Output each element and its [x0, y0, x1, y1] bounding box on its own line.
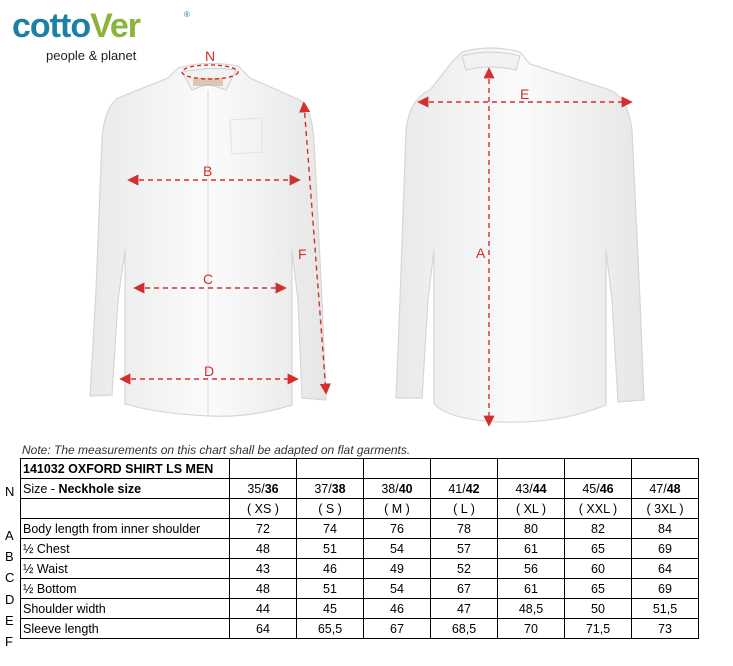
- neck-size-cell: 37/38: [297, 479, 364, 499]
- table-cell: 65,5: [297, 619, 364, 639]
- table-cell: 64: [632, 559, 699, 579]
- neck-size-cell: 47/48: [632, 479, 699, 499]
- neck-size-cell: 43/44: [498, 479, 565, 499]
- letter-size-cell: ( L ): [431, 499, 498, 519]
- row-label: ½ Bottom: [21, 579, 230, 599]
- table-cell: 71,5: [565, 619, 632, 639]
- row-letter: A: [5, 528, 14, 543]
- letter-size-row: [21, 499, 699, 519]
- row-label: Body length from inner shoulder: [21, 519, 230, 539]
- neck-size-cell: 45/46: [565, 479, 632, 499]
- row-letter-n: N: [5, 484, 15, 499]
- table-cell: 48: [230, 579, 297, 599]
- size-chart-table: [20, 458, 699, 639]
- table-cell: 65: [565, 579, 632, 599]
- table-cell: 67: [364, 619, 431, 639]
- table-cell: 82: [565, 519, 632, 539]
- table-cell: 61: [498, 579, 565, 599]
- table-row: [21, 559, 699, 579]
- table-cell: 68,5: [431, 619, 498, 639]
- row-label: Sleeve length: [21, 619, 230, 639]
- letter-size-cell: ( M ): [364, 499, 431, 519]
- measure-label-a: A: [476, 245, 486, 261]
- table-cell: 84: [632, 519, 699, 539]
- table-cell: 70: [498, 619, 565, 639]
- table-cell: 44: [230, 599, 297, 619]
- table-cell: 69: [632, 579, 699, 599]
- letter-size-cell: ( XS ): [230, 499, 297, 519]
- measure-label-c: C: [203, 271, 214, 287]
- row-letter: D: [5, 592, 15, 607]
- registered-mark: ®: [184, 10, 190, 19]
- table-cell: 73: [632, 619, 699, 639]
- table-title-row: [21, 459, 699, 479]
- table-cell: 67: [431, 579, 498, 599]
- row-label: ½ Chest: [21, 539, 230, 559]
- row-label: Shoulder width: [21, 599, 230, 619]
- table-cell: 51,5: [632, 599, 699, 619]
- table-cell: 49: [364, 559, 431, 579]
- logo-wordmark: cottoVer: [12, 7, 141, 45]
- measure-label-f: F: [298, 246, 307, 262]
- neck-size-row: [21, 479, 699, 499]
- table-cell: 61: [498, 539, 565, 559]
- table-cell: 54: [364, 579, 431, 599]
- row-label: ½ Waist: [21, 559, 230, 579]
- table-cell: 60: [565, 559, 632, 579]
- table-cell: 69: [632, 539, 699, 559]
- table-row: [21, 579, 699, 599]
- letter-size-cell: ( XL ): [498, 499, 565, 519]
- letter-size-cell: ( S ): [297, 499, 364, 519]
- table-cell: 47: [431, 599, 498, 619]
- row-letter: F: [5, 634, 13, 649]
- table-cell: 65: [565, 539, 632, 559]
- table-cell: 74: [297, 519, 364, 539]
- logo-tagline: people & planet: [46, 48, 137, 63]
- table-cell: 56: [498, 559, 565, 579]
- table-cell: 64: [230, 619, 297, 639]
- measure-label-d: D: [204, 363, 215, 379]
- table-cell: 72: [230, 519, 297, 539]
- table-row: [21, 539, 699, 559]
- table-cell: 57: [431, 539, 498, 559]
- row-letter: C: [5, 570, 15, 585]
- table-row: [21, 519, 699, 539]
- neck-size-cell: 38/40: [364, 479, 431, 499]
- table-cell: 78: [431, 519, 498, 539]
- table-cell: 50: [565, 599, 632, 619]
- table-cell: 43: [230, 559, 297, 579]
- measure-label-n: N: [205, 48, 216, 64]
- table-cell: 52: [431, 559, 498, 579]
- table-title: 141032 OXFORD SHIRT LS MEN: [21, 459, 230, 479]
- table-cell: 51: [297, 539, 364, 559]
- table-cell: 46: [364, 599, 431, 619]
- measure-label-e: E: [520, 86, 530, 102]
- table-cell: 45: [297, 599, 364, 619]
- table-cell: 51: [297, 579, 364, 599]
- row-letter: E: [5, 613, 14, 628]
- table-cell: 76: [364, 519, 431, 539]
- table-cell: 48,5: [498, 599, 565, 619]
- neck-size-cell: 35/36: [230, 479, 297, 499]
- table-cell: 48: [230, 539, 297, 559]
- measure-label-b: B: [203, 163, 213, 179]
- letter-size-cell: ( XXL ): [565, 499, 632, 519]
- table-row: [21, 619, 699, 639]
- table-row: [21, 599, 699, 619]
- row-letter: B: [5, 549, 14, 564]
- letter-size-cell: ( 3XL ): [632, 499, 699, 519]
- flat-garment-note: Note: The measurements on this chart shall be adapted on flat garments.: [22, 443, 411, 457]
- table-cell: 46: [297, 559, 364, 579]
- table-cell: 54: [364, 539, 431, 559]
- table-cell: 80: [498, 519, 565, 539]
- neck-size-cell: 41/42: [431, 479, 498, 499]
- neck-size-label: Size - Neckhole size: [21, 479, 230, 499]
- back-shirt: [396, 48, 644, 422]
